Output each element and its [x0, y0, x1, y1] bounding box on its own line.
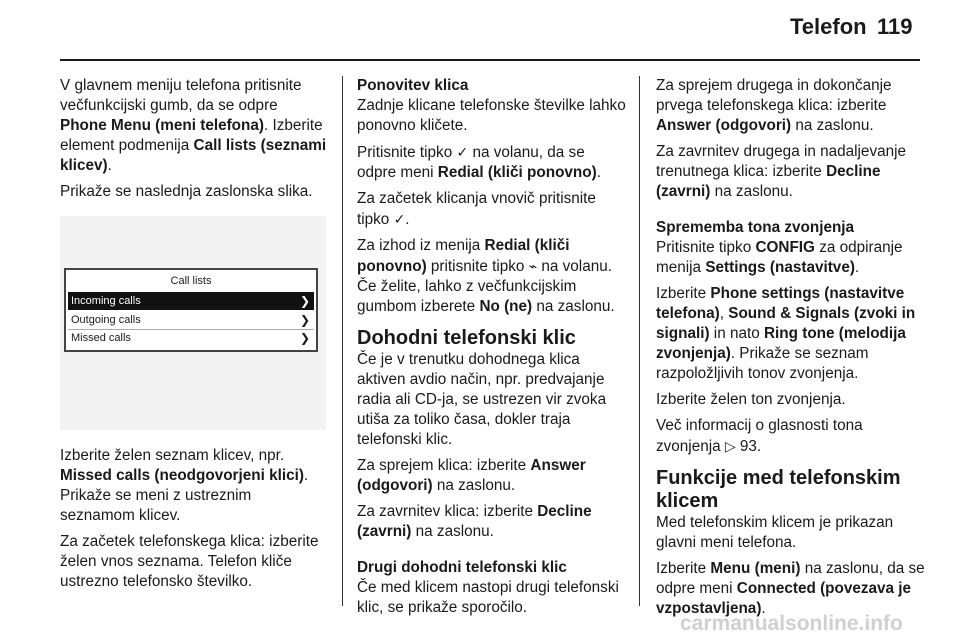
paragraph: Več informacij o glasnosti tona zvonjenja ▷ 93.	[656, 417, 863, 455]
paragraph: Za začetek klicanja vnovič pritisnite tipko ✓.	[357, 190, 596, 228]
section-heading: Dohodni telefonski klic	[357, 327, 576, 349]
paragraph: Izberite želen ton zvonjenja.	[656, 391, 846, 408]
screen-title: Call lists	[170, 275, 212, 287]
paragraph: Pritisnite tipko CONFIG za odpiranje menija Settings (nastavitve).	[656, 239, 903, 276]
menu-item-missed-calls[interactable]: Missed calls ❯	[71, 331, 310, 345]
paragraph: Izberite želen seznam klicev, npr. Missed calls (neodgovorjeni klici). Prikaže se meni z ustreznim seznamom klicev.	[60, 447, 309, 524]
phone-icon: ✓	[456, 144, 469, 160]
paragraph: Če je v trenutku dohodnega klica aktiven avdio način, npr. predvajanje radia ali CD-ja, se ustrezen vir zvoka utiša za toliko časa, dokler traja telefonski klic.	[357, 351, 607, 448]
column-3	[656, 76, 931, 625]
subheading: Ponovitev klica	[357, 77, 469, 94]
paragraph: Prikaže se naslednja zaslonska slika.	[60, 183, 313, 200]
paragraph: Izberite Phone settings (nastavitve telefona), Sound & Signals (zvoki in signali) in nato Ring tone (melodija zvonjenja). Prikaže se seznam razpoložljivih tonov zvonjenja.	[656, 285, 916, 382]
phone-icon: ✓	[393, 211, 406, 227]
mute-hangup-icon: ⌁	[528, 258, 538, 274]
paragraph: Pritisnite tipko ✓ na volanu, da se odpre meni Redial (kliči ponovno).	[357, 144, 601, 181]
column-divider	[639, 76, 640, 606]
menu-item-incoming-calls[interactable]: Incoming calls ❯	[68, 292, 314, 310]
subheading: Sprememba tona zvonjenja	[656, 219, 855, 236]
section-heading: Funkcije med telefonskim klicem	[656, 467, 901, 512]
subheading: Drugi dohodni telefonski klic	[357, 559, 567, 576]
paragraph: Med telefonskim klicem je prikazan glavni meni telefona.	[656, 514, 894, 551]
paragraph: Za sprejem klica: izberite Answer (odgovori) na zaslonu.	[357, 457, 586, 494]
screen-figure	[60, 216, 326, 430]
paragraph: Če med klicem nastopi drugi telefonski klic, se prikaže sporočilo.	[357, 579, 619, 616]
watermark: carmanualsonline.info	[680, 612, 903, 635]
column-2	[357, 76, 627, 624]
column-divider	[342, 76, 343, 606]
menu-item-outgoing-calls[interactable]: Outgoing calls ❯	[71, 313, 310, 327]
chevron-right-icon: ❯	[299, 294, 310, 308]
reference-arrow-icon: ▷	[724, 438, 736, 454]
paragraph: Za zavrnitev drugega in nadaljevanje trenutnega klica: izberite Decline (zavrni) na zaslonu.	[656, 143, 907, 200]
page-header-title: Telefon	[790, 14, 867, 39]
paragraph: Za sprejem drugega in dokončanje prvega telefonskega klica: izberite Answer (odgovori) na zaslonu.	[656, 77, 892, 134]
paragraph: Za zavrnitev klica: izberite Decline (zavrni) na zaslonu.	[357, 503, 592, 540]
page-number: 119	[877, 14, 913, 39]
display-screen	[64, 268, 318, 352]
paragraph: Za izhod iz menija Redial (kliči ponovno) pritisnite tipko ⌁ na volanu. Če želite, lahko z večfunkcijskim gumbom izberete No (ne) na zaslonu.	[357, 237, 615, 315]
paragraph: V glavnem meniju telefona pritisnite večfunkcijski gumb, da se odpre Phone Menu (meni telefona). Izberite element podmenija Call lists (seznami klicev).	[60, 77, 327, 174]
paragraph: Izberite Menu (meni) na zaslonu, da se odpre meni Connected (povezava je vzpostavljena).	[656, 560, 925, 617]
column-1	[60, 76, 328, 598]
paragraph: Zadnje klicane telefonske številke lahko ponovno kličete.	[357, 97, 626, 134]
header-rule	[60, 59, 920, 61]
chevron-right-icon: ❯	[299, 313, 310, 327]
paragraph: Za začetek telefonskega klica: izberite želen vnos seznama. Telefon kliče ustrezno telefonsko številko.	[60, 533, 319, 590]
chevron-right-icon: ❯	[299, 331, 310, 345]
